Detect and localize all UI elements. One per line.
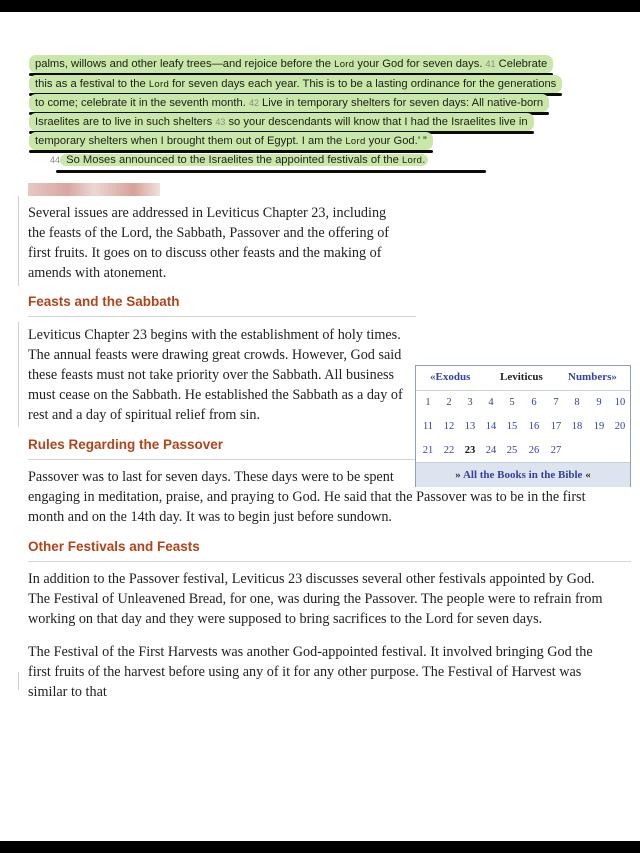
intro-paragraph: Several issues are addressed in Leviticus Chapter 23, including the feasts of the Lord, the Sabbath, Passover and the offering of first fruits. It goes on to discuss other feasts and the making of amends with atonement. xyxy=(28,205,390,281)
navigator-header xyxy=(416,366,630,390)
chapter-link-10[interactable]: 10 xyxy=(614,397,626,408)
verse-line: palms, willows and other leafy trees—and rejoice before the Lord your God for seven days. 41 Celebrate xyxy=(29,55,553,73)
sabbath-paragraph: Leviticus Chapter 23 begins with the establishment of holy times. The annual feasts were drawing great crowds. However, God said these feasts must not take priority over the Sabbath. All business must cease on the Sabbath. He established the Sabbath as a day of rest and a day of spiritual relief from sin. xyxy=(28,327,403,423)
chapter-link-5[interactable]: 5 xyxy=(509,397,515,408)
top-black-bar xyxy=(0,0,640,12)
passover-paragraph: Passover was to last for seven days. These days were to be spent engaging in meditation, praise, and praying to God. He said that the Passover was to be in the first month and on the 14th day. It was to begin just before sundown. xyxy=(28,469,586,525)
left-rule xyxy=(18,322,19,427)
chapter-navigator xyxy=(415,365,631,487)
chapter-link-20[interactable]: 20 xyxy=(614,421,626,432)
chapter-link-14[interactable]: 14 xyxy=(485,421,497,432)
current-book: Leviticus xyxy=(500,371,543,383)
bottom-black-bar xyxy=(0,841,640,853)
scripture-excerpt xyxy=(0,50,640,180)
chapter-link-25[interactable]: 25 xyxy=(506,445,518,456)
left-rule xyxy=(18,672,19,690)
left-rule xyxy=(18,196,19,286)
section-heading: Other Festivals and Feasts xyxy=(28,539,200,554)
chapter-link-21[interactable]: 21 xyxy=(422,445,434,456)
chapter-link-7[interactable]: 7 xyxy=(553,397,559,408)
heading-rule xyxy=(28,316,416,317)
verse-number: 44 xyxy=(50,155,61,165)
festivals-paragraph-2: The Festival of the First Harvests was another God-appointed festival. It involved bringing God the first fruits of the harvest before using any of it for any other purpose. The Festival of Harvest was similar to that xyxy=(28,644,593,700)
chapter-link-27[interactable]: 27 xyxy=(550,445,562,456)
chapter-link-24[interactable]: 24 xyxy=(485,445,497,456)
chapter-link-4[interactable]: 4 xyxy=(488,397,494,408)
all-books-link[interactable]: » All the Books in the Bible « xyxy=(416,462,630,487)
verse-line: 44 So Moses announced to the Israelites the appointed festivals of the Lord. xyxy=(46,151,432,169)
verse-line: to come; celebrate it in the seventh month. 42 Live in temporary shelters for seven days: All native-born xyxy=(29,94,549,112)
previous-book-link[interactable]: «Exodus xyxy=(430,371,471,383)
next-book-link[interactable]: Numbers» xyxy=(568,371,617,383)
cropped-image xyxy=(28,183,160,196)
chapter-link-26[interactable]: 26 xyxy=(528,445,540,456)
heading-rule xyxy=(28,459,416,460)
chapter-link-8[interactable]: 8 xyxy=(574,397,580,408)
verse-line: Israelites are to live in such shelters 43 so your descendants will know that I had the Israelites live in xyxy=(29,113,534,131)
chapter-link-6[interactable]: 6 xyxy=(531,397,537,408)
chapter-link-13[interactable]: 13 xyxy=(464,421,476,432)
verse-line: this as a festival to the Lord for seven days each year. This is to be a lasting ordinance for the generations xyxy=(29,75,562,93)
verse-number: 43 xyxy=(215,117,226,127)
chapter-link-12[interactable]: 12 xyxy=(443,421,455,432)
chapter-link-17[interactable]: 17 xyxy=(550,421,562,432)
chapter-link-3[interactable]: 3 xyxy=(467,397,473,408)
heading-rule xyxy=(28,561,631,562)
chapter-link-18[interactable]: 18 xyxy=(571,421,583,432)
chapter-link-22[interactable]: 22 xyxy=(443,445,455,456)
verse-number: 42 xyxy=(248,98,259,108)
festivals-paragraph-1: In addition to the Passover festival, Leviticus 23 discusses several other festivals appointed by God. The Festival of Unleavened Bread, for one, was during the Passover. The people were to refrain from working on that day and they were supposed to bring sacrifices to the Lord for seven days. xyxy=(28,571,603,627)
chapter-link-19[interactable]: 19 xyxy=(593,421,605,432)
section-heading: Rules Regarding the Passover xyxy=(28,437,224,452)
chapter-link-11[interactable]: 11 xyxy=(422,421,434,432)
section-heading: Feasts and the Sabbath xyxy=(28,294,180,309)
chapter-link-9[interactable]: 9 xyxy=(596,397,602,408)
chapter-link-16[interactable]: 16 xyxy=(528,421,540,432)
chapter-link-2[interactable]: 2 xyxy=(446,397,452,408)
verse-number: 41 xyxy=(485,59,496,69)
verse-line: temporary shelters when I brought them out of Egypt. I am the Lord your God.’ ” xyxy=(29,132,433,150)
chapter-link-15[interactable]: 15 xyxy=(506,421,518,432)
chapter-link-1[interactable]: 1 xyxy=(425,397,431,408)
chapter-link-23[interactable]: 23 xyxy=(464,445,476,456)
navigator-divider xyxy=(416,390,630,391)
